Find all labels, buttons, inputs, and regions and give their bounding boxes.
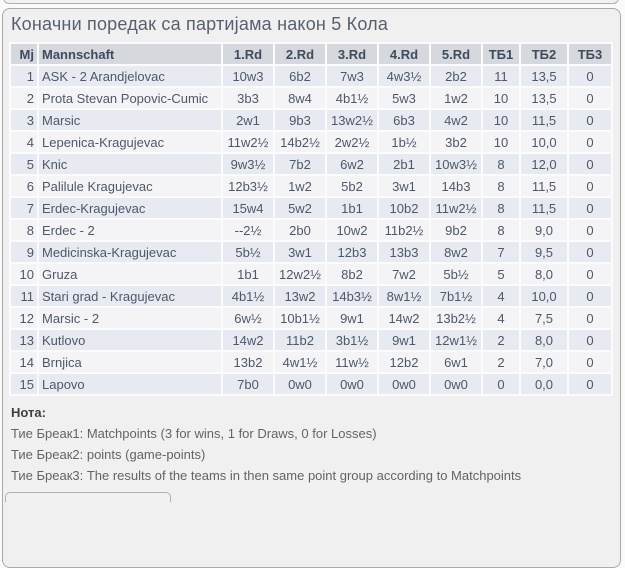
table-cell: 11w2½ [223,132,273,152]
table-cell: Erdec - 2 [39,220,221,240]
table-cell: 8 [11,220,37,240]
tiebreak1-note: Тие Бреак1: Matchpoints (3 for wins, 1 for Draws, 0 for Losses) [11,426,377,441]
table-cell: 13b3 [379,242,429,262]
note-label: Нота: [11,405,46,420]
table-cell: Gruza [39,264,221,284]
table-row [11,220,611,240]
table-cell: 7 [11,198,37,218]
table-cell: Brnjica [39,352,221,372]
table-cell: 0 [569,374,611,394]
column-header: 3.Rd [327,44,377,64]
table-cell: 5 [483,264,519,284]
table-cell: 7b0 [223,374,273,394]
table-cell: 11 [483,66,519,86]
page-title: Коначни поредак са партијама након 5 Кола [11,14,389,34]
table-cell: 10b2 [379,198,429,218]
table-cell: 2b1 [379,154,429,174]
table-cell: 14b3½ [327,286,377,306]
table-cell: 13w2½ [327,110,377,130]
table-cell: 6w2 [327,154,377,174]
table-cell: 2b0 [275,220,325,240]
table-cell: 5b½ [431,264,481,284]
table-row [11,66,611,86]
table-row [11,374,611,394]
table-cell: 0w0 [379,374,429,394]
table-cell: 1b½ [379,132,429,152]
table-cell: 0 [483,374,519,394]
table-header-row [11,44,611,64]
table-cell: 2 [483,352,519,372]
table-cell: 12w1½ [431,330,481,350]
table-cell: 11,5 [521,198,567,218]
table-cell: 10w3 [223,66,273,86]
table-cell: Prota Stevan Popovic-Cumic [39,88,221,108]
table-cell: 8 [483,176,519,196]
table-cell: 0 [569,220,611,240]
table-cell: Medicinska-Kragujevac [39,242,221,262]
table-cell: 12b3 [327,242,377,262]
table-cell: 13w2 [275,286,325,306]
table-cell: 14w2 [223,330,273,350]
column-header: Mannschaft [39,44,221,64]
table-cell: 5 [11,154,37,174]
column-header: ТБ1 [483,44,519,64]
table-cell: 10b1½ [275,308,325,328]
table-cell: 9b2 [431,220,481,240]
table-cell: 13b2 [223,352,273,372]
table-cell: 8w2 [431,242,481,262]
table-cell: 9w1 [327,308,377,328]
table-body [11,66,611,394]
table-cell: 8w4 [275,88,325,108]
table-cell: 3w1 [275,242,325,262]
column-header: ТБ3 [569,44,611,64]
table-cell: 12,0 [521,154,567,174]
table-cell: 12b2 [379,352,429,372]
column-header: Мј [11,44,37,64]
table-cell: 0 [569,88,611,108]
table-cell: 1w2 [275,176,325,196]
column-header: 4.Rd [379,44,429,64]
column-header: 2.Rd [275,44,325,64]
table-cell: 8 [483,154,519,174]
table-cell: 7,5 [521,308,567,328]
column-header: 1.Rd [223,44,273,64]
table-cell: 7w3 [327,66,377,86]
table-cell: 0 [569,132,611,152]
table-cell: Marsic - 2 [39,308,221,328]
table-cell: 6b3 [379,110,429,130]
tiebreak3-note: Тие Бреак3: The results of the teams in then same point group according to Matchpoints [11,468,522,483]
table-cell: 8b2 [327,264,377,284]
table-cell: Marsic [39,110,221,130]
table-cell: 0,0 [521,374,567,394]
table-cell: 3w1 [379,176,429,196]
table-cell: 11w2½ [431,198,481,218]
table-cell: 0 [569,154,611,174]
table-row [11,352,611,372]
table-row [11,154,611,174]
table-cell: 13,5 [521,66,567,86]
table-cell: 10 [483,88,519,108]
table-row [11,110,611,130]
table-cell: 2 [11,88,37,108]
table-cell: 8 [483,220,519,240]
table-cell: 11w½ [327,352,377,372]
table-cell: 1 [11,66,37,86]
table-cell: 4b1½ [223,286,273,306]
table-cell: 12b3½ [223,176,273,196]
table-cell: 13,5 [521,88,567,108]
table-cell: 11,5 [521,110,567,130]
table-cell: Lapovo [39,374,221,394]
table-row [11,264,611,284]
table-cell: 0 [569,176,611,196]
table-cell: 10,0 [521,286,567,306]
table-cell: 7 [483,242,519,262]
table-cell: 6w1 [431,352,481,372]
table-cell: 3 [11,110,37,130]
table-cell: 0w0 [327,374,377,394]
table-cell: 10w2 [327,220,377,240]
table-cell: 0w0 [275,374,325,394]
table-cell: 14b2½ [275,132,325,152]
table-cell: 2b2 [431,66,481,86]
table-cell: 2w1 [223,110,273,130]
table-cell: Knic [39,154,221,174]
table-cell: 14 [11,352,37,372]
table-cell: 7,0 [521,352,567,372]
table-cell: 0 [569,242,611,262]
tiebreak2-note: Тие Бреак2: points (game-points) [11,447,206,462]
table-cell: 0 [569,330,611,350]
table-cell: 1b1 [327,198,377,218]
next-panel-top-edge [5,492,171,502]
table-cell: 10 [483,110,519,130]
table-cell: 4 [483,286,519,306]
table-cell: ASK - 2 Arandjelovac [39,66,221,86]
table-cell: 11,5 [521,176,567,196]
table-cell: 6b2 [275,66,325,86]
table-cell: 7b1½ [431,286,481,306]
table-cell: 4w3½ [379,66,429,86]
table-cell: 15w4 [223,198,273,218]
table-cell: 4w1½ [275,352,325,372]
table-cell: 3b1½ [327,330,377,350]
table-cell: 12w2½ [275,264,325,284]
table-row [11,242,611,262]
column-header: ТБ2 [521,44,567,64]
table-cell: 0 [569,352,611,372]
table-cell: 0 [569,286,611,306]
table-cell: 14w2 [379,308,429,328]
table-row [11,132,611,152]
table-row [11,308,611,328]
table-cell: 13b2½ [431,308,481,328]
table-cell: 2w2½ [327,132,377,152]
note-section [11,405,614,486]
table-cell: 0 [569,198,611,218]
table-cell: --2½ [223,220,273,240]
table-cell: 4 [483,308,519,328]
table-cell: 0w0 [431,374,481,394]
table-cell: Erdec-Kragujevac [39,198,221,218]
table-cell: 10,0 [521,132,567,152]
table-cell: Lepenica-Kragujevac [39,132,221,152]
table-cell: 4w2 [431,110,481,130]
table-row [11,330,611,350]
table-row [11,198,611,218]
standings-table [9,42,613,396]
table-cell: 10 [11,264,37,284]
table-cell: 0 [569,110,611,130]
table-row [11,286,611,306]
table-cell: 2 [483,330,519,350]
table-cell: 5b½ [223,242,273,262]
table-cell: 6 [11,176,37,196]
table-cell: 6w½ [223,308,273,328]
table-cell: 8w1½ [379,286,429,306]
table-cell: 0 [569,264,611,284]
table-row [11,88,611,108]
table-cell: 8 [483,198,519,218]
table-cell: 0 [569,308,611,328]
table-cell: 5b2 [327,176,377,196]
table-cell: 9w1 [379,330,429,350]
table-cell: Kutlovo [39,330,221,350]
table-cell: 13 [11,330,37,350]
table-cell: 9b3 [275,110,325,130]
table-cell: 11b2 [275,330,325,350]
table-cell: 4 [11,132,37,152]
table-cell: 11b2½ [379,220,429,240]
header-row [11,44,611,64]
table-cell: Palilule Kragujevac [39,176,221,196]
table-cell: 3b3 [223,88,273,108]
table-cell: 0 [569,66,611,86]
table-cell: 3b2 [431,132,481,152]
table-cell: 1w2 [431,88,481,108]
table-cell: 8,0 [521,264,567,284]
table-cell: 14b3 [431,176,481,196]
table-cell: 9 [11,242,37,262]
table-row [11,176,611,196]
table-cell: 1b1 [223,264,273,284]
column-header: 5.Rd [431,44,481,64]
table-cell: 7w2 [379,264,429,284]
table-cell: 8,0 [521,330,567,350]
table-cell: 5w2 [275,198,325,218]
table-cell: 11 [11,286,37,306]
table-cell: Stari grad - Kragujevac [39,286,221,306]
table-cell: 4b1½ [327,88,377,108]
previous-panel-bottom-edge [3,0,619,4]
table-cell: 7b2 [275,154,325,174]
table-cell: 9,5 [521,242,567,262]
table-cell: 15 [11,374,37,394]
table-cell: 12 [11,308,37,328]
standings-panel [2,8,621,568]
table-cell: 10 [483,132,519,152]
table-cell: 9,0 [521,220,567,240]
table-cell: 10w3½ [431,154,481,174]
table-cell: 5w3 [379,88,429,108]
table-cell: 9w3½ [223,154,273,174]
